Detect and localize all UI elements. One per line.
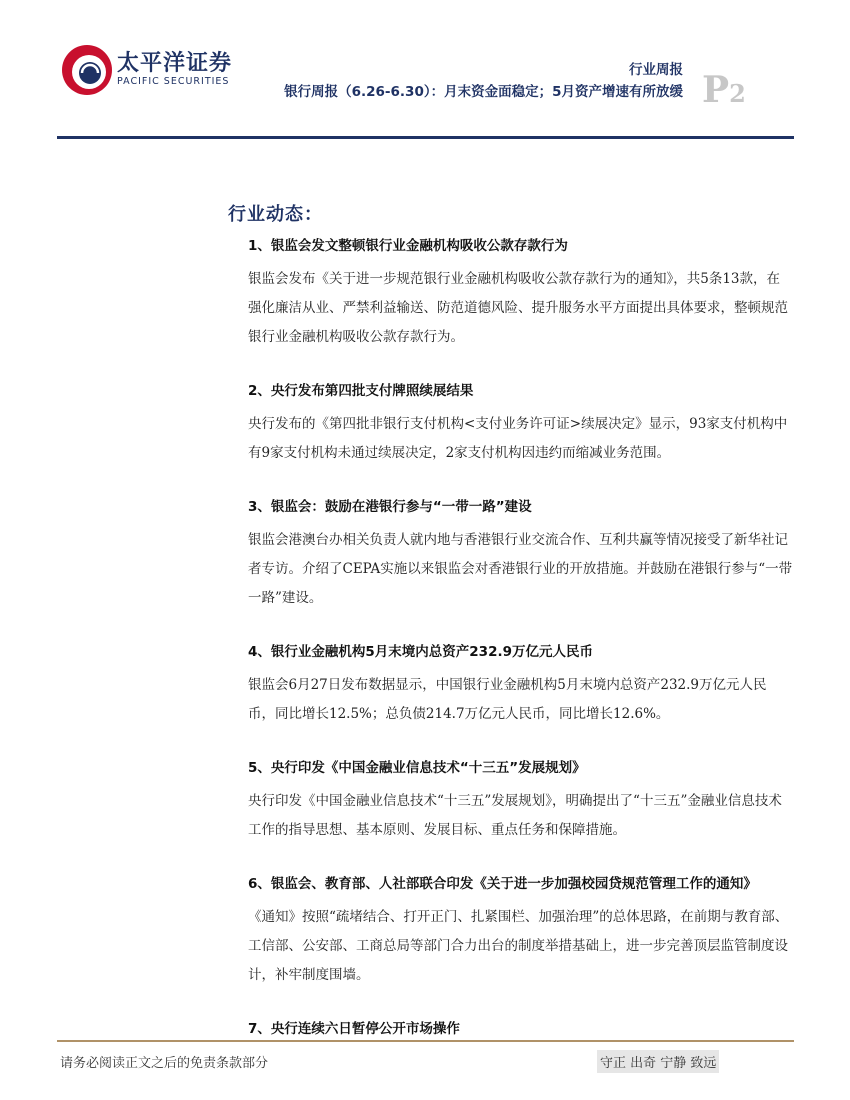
news-heading: 4、银行业金融机构5月末境内总资产232.9万亿元人民币 (248, 644, 593, 660)
news-item (248, 1020, 793, 1038)
news-list (248, 237, 793, 1068)
news-heading: 1、银监会发文整顿银行业金融机构吸收公款存款行为 (248, 238, 568, 254)
news-item (248, 237, 793, 352)
news-body: 银监会港澳台办相关负责人就内地与香港银行业交流合作、互利共赢等情况接受了新华社记者专访。介绍了CEPA实施以来银监会对香港银行业的开放措施。并鼓励在港银行参与“一带一路”建设。 (248, 532, 793, 606)
news-heading: 2、央行发布第四批支付牌照续展结果 (248, 383, 474, 399)
logo-english-text: PACIFIC SECURITIES (117, 76, 230, 87)
logo-chinese-text: 太平洋证券 (117, 51, 233, 76)
page-mark-number: 2 (729, 79, 746, 108)
report-type-label: 行业周报 (629, 62, 683, 78)
news-item (248, 875, 793, 990)
section-title: 行业动态： (228, 204, 323, 225)
news-item (248, 498, 793, 613)
news-body: 银监会发布《关于进一步规范银行业金融机构吸收公款存款行为的通知》，共5条13款，在强化廉洁从业、严禁利益输送、防范道德风险、提升服务水平方面提出具体要求，整顿规范银行业金融机构吸收公款存款行为。 (248, 271, 788, 345)
news-item (248, 382, 793, 468)
page-mark-letter: P (702, 69, 730, 111)
news-body: 银监会6月27日发布数据显示，中国银行业金融机构5月末境内总资产232.9万亿元人民币，同比增长12.5%；总负债214.7万亿元人民币，同比增长12.6%。 (248, 677, 767, 722)
news-item (248, 643, 793, 729)
footer-divider (57, 1040, 794, 1042)
page-number-mark (702, 69, 746, 111)
report-title: 银行周报（6.26-6.30）：月末资金面稳定；5月资产增速有所放缓 (284, 84, 683, 100)
news-body: 央行印发《中国金融业信息技术“十三五”发展规划》，明确提出了“十三五”金融业信息技术工作的指导思想、基本原则、发展目标、重点任务和保障措施。 (248, 793, 782, 838)
header-divider (57, 136, 794, 139)
news-heading: 5、央行印发《中国金融业信息技术“十三五”发展规划》 (248, 760, 586, 776)
news-item (248, 759, 793, 845)
footer-slogan: 守正 出奇 宁静 致远 (597, 1050, 719, 1073)
news-heading: 7、央行连续六日暂停公开市场操作 (248, 1021, 460, 1037)
company-logo (60, 43, 240, 105)
news-body: 《通知》按照“疏堵结合、打开正门、扎紧围栏、加强治理”的总体思路，在前期与教育部、工信部、公安部、工商总局等部门合力出台的制度举措基础上，进一步完善顶层监管制度设计，补牢制度围墙。 (248, 909, 789, 983)
pacific-securities-logo-icon (60, 43, 114, 97)
news-heading: 6、银监会、教育部、人社部联合印发《关于进一步加强校园贷规范管理工作的通知》 (248, 876, 757, 892)
news-heading: 3、银监会：鼓励在港银行参与“一带一路”建设 (248, 499, 532, 515)
footer-disclaimer: 请务必阅读正文之后的免责条款部分 (60, 1056, 269, 1071)
news-body: 央行发布的《第四批非银行支付机构<支付业务许可证>续展决定》显示，93家支付机构中有9家支付机构未通过续展决定，2家支付机构因违约而缩减业务范围。 (248, 416, 788, 461)
